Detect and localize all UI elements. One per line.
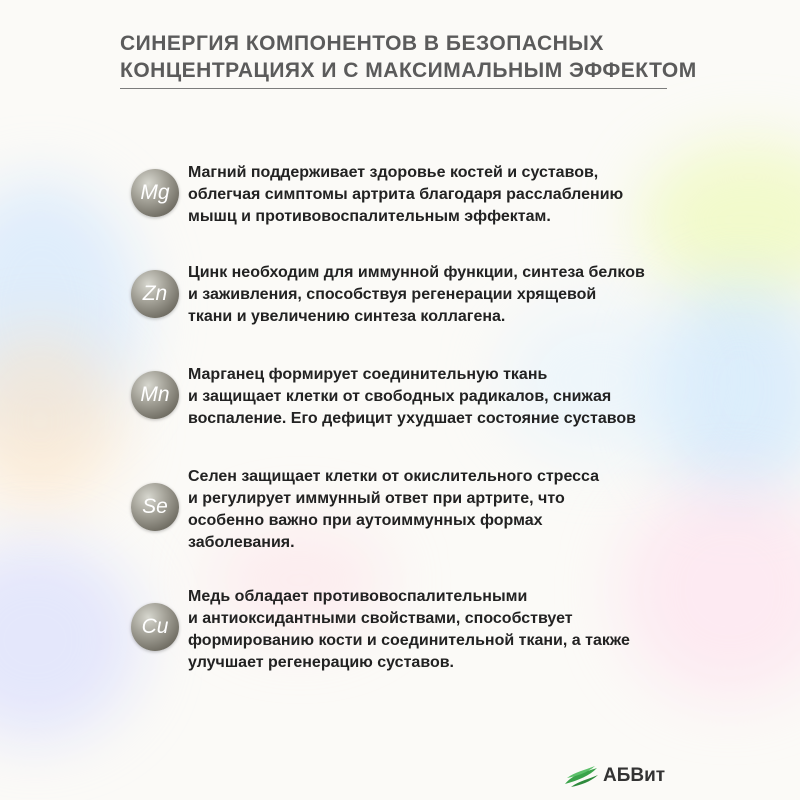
description-line: мышц и противовоспалительным эффектам.	[188, 208, 551, 225]
description-line: особенно важно при аутоиммунных формах	[188, 512, 543, 529]
brand-logo	[563, 763, 665, 789]
page-title	[120, 30, 720, 84]
mineral-description	[188, 586, 698, 674]
element-badge-icon	[131, 169, 179, 217]
element-badge-icon	[131, 483, 179, 531]
mineral-description	[188, 262, 698, 328]
description-line: ткани и увеличению синтеза коллагена.	[188, 308, 506, 325]
description-line: воспаление. Его дефицит ухудшает состояние суставов	[188, 410, 637, 427]
element-symbol: Cu	[141, 615, 169, 638]
background-blob	[0, 540, 140, 740]
description-line: заболевания.	[188, 534, 295, 551]
mineral-description	[188, 162, 698, 228]
page-title-line: КОНЦЕНТРАЦИЯХ И С МАКСИМАЛЬНЫМ ЭФФЕКТОМ	[120, 59, 697, 82]
mineral-description	[188, 364, 698, 430]
element-symbol: Zn	[142, 282, 168, 305]
title-divider	[120, 88, 667, 89]
element-symbol: Se	[142, 495, 168, 518]
element-badge-icon	[131, 603, 179, 651]
description-line: Марганец формирует соединительную ткань	[188, 366, 548, 383]
description-line: формированию кости и соединительной ткани, а также	[188, 632, 630, 649]
element-badge-icon	[131, 371, 179, 419]
page-title-line: СИНЕРГИЯ КОМПОНЕНТОВ В БЕЗОПАСНЫХ	[120, 32, 604, 55]
leaf-waves-logo-icon	[563, 764, 599, 788]
element-symbol: Mn	[140, 383, 170, 406]
description-line: и защищает клетки от свободных радикалов, снижая	[188, 388, 612, 405]
description-line: Селен защищает клетки от окислительного стресса	[188, 468, 600, 485]
element-symbol: Mg	[140, 181, 170, 204]
description-line: улучшает регенерацию суставов.	[188, 654, 454, 671]
description-line: и заживления, способствуя регенерации хрящевой	[188, 286, 597, 303]
mineral-description	[188, 466, 698, 554]
description-line: Магний поддерживает здоровье костей и суставов,	[188, 164, 599, 181]
description-line: облегчая симптомы артрита благодаря расслаблению	[188, 186, 624, 203]
description-line: Медь обладает противовоспалительными	[188, 588, 528, 605]
brand-name: АБВит	[603, 765, 666, 786]
description-line: и регулирует иммунный ответ при артрите, что	[188, 490, 565, 507]
element-badge-icon	[131, 270, 179, 318]
description-line: Цинк необходим для иммунной функции, синтеза белков	[188, 264, 645, 281]
description-line: и антиоксидантными свойствами, способствует	[188, 610, 573, 627]
